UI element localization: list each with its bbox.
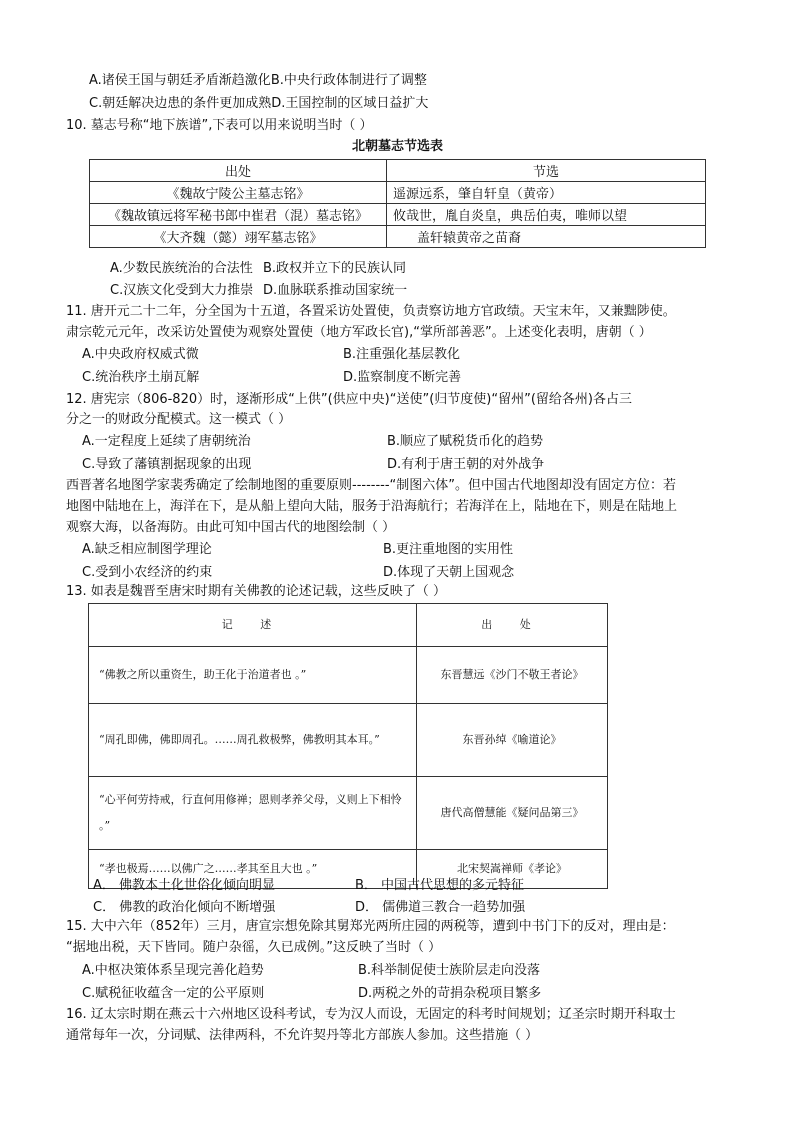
q13-row-3-source: 唐代高僧慧能《疑问品第三》 bbox=[417, 777, 608, 850]
q13-row-1-source: 东晋慧远《沙门不敬王者论》 bbox=[417, 647, 608, 704]
q10-row-1-excerpt: 遥源远系，肇自轩皇（黄帝） bbox=[387, 182, 706, 204]
map-option-c: C.受到小农经济的约束 bbox=[82, 565, 213, 580]
q13-option-c: C． 佛教的政治化倾向不断增强 bbox=[93, 900, 276, 915]
q10-header-excerpt: 节选 bbox=[387, 160, 706, 182]
q13-row-1-record: “佛教之所以重资生，助王化于治道者也 。” bbox=[89, 647, 417, 704]
q16-stem-line-1: 16. 辽太宗时期在燕云十六州地区设科考试，专为汉人而设，无固定的科考时间规划；辽圣宗时期开科取士 bbox=[66, 1007, 676, 1022]
q13-row-2-source: 东晋孙绰《喻道论》 bbox=[417, 704, 608, 777]
q11-option-c: C.统治秩序土崩瓦解 bbox=[82, 370, 200, 385]
table-row bbox=[90, 204, 706, 226]
q10-row-2-excerpt: 攸哉世，胤自炎皇，典岳伯夷，唯师以望 bbox=[387, 204, 706, 226]
q12-stem-line-2: 分之一的财政分配模式。这一模式（ ） bbox=[66, 412, 292, 427]
q10-table bbox=[89, 159, 706, 248]
q9-option-c: C.朝廷解决边患的条件更加成熟 bbox=[89, 96, 272, 111]
map-option-d: D.体现了天朝上国观念 bbox=[383, 565, 515, 580]
q13-row-4-source: 北宋契嵩禅师《孝论》 bbox=[417, 850, 608, 889]
q15-option-b: B.科举制促使士族阶层走向没落 bbox=[358, 963, 541, 978]
q15-stem-line-1: 15. 大中六年（852年）三月，唐宣宗想免除其舅郑光两所庄园的两税等，遭到中书门下的反对，理由是： bbox=[66, 919, 675, 934]
q13-option-a: A． 佛教本土化世俗化倾向明显 bbox=[93, 878, 276, 893]
table-row bbox=[90, 226, 706, 248]
q10-row-3-excerpt: 盖轩辕黄帝之苗裔 bbox=[387, 226, 706, 248]
table-row bbox=[89, 777, 608, 850]
q16-stem-line-2: 通常每年一次，分词赋、法律两科，不允许契丹等北方部族人参加。这些措施（ ） bbox=[66, 1028, 539, 1043]
q10-row-2-source: 《魏故镇远将军秘书郎中崔君（混）墓志铭》 bbox=[90, 204, 387, 226]
q11-option-b: B.注重强化基层教化 bbox=[343, 347, 461, 362]
q13-row-4-record: “孝也极焉……以佛广之……孝其至且大也 。” bbox=[89, 850, 417, 889]
q10-option-a: A.少数民族统治的合法性 bbox=[110, 261, 253, 276]
q13-option-d: D． 儒佛道三教合一趋势加强 bbox=[355, 900, 526, 915]
q13-stem: 13. 如表是魏晋至唐宋时期有关佛教的论述记载，这些反映了（ ） bbox=[66, 584, 446, 599]
q10-row-3-source: 《大齐魏（懿）翊军墓志铭》 bbox=[90, 226, 387, 248]
q15-option-d: D.两税之外的苛捐杂税项目繁多 bbox=[358, 986, 542, 1001]
map-option-a: A.缺乏相应制图学理论 bbox=[82, 542, 212, 557]
q10-table-header-row bbox=[90, 160, 706, 182]
q13-option-b: B． 中国古代思想的多元特征 bbox=[355, 878, 525, 893]
q9-option-line-1 bbox=[89, 71, 427, 91]
q9-option-d: D.王国控制的区域日益扩大 bbox=[271, 96, 429, 111]
q10-option-b: B.政权并立下的民族认同 bbox=[263, 261, 407, 276]
q12-option-d: D.有利于唐王朝的对外战争 bbox=[387, 457, 545, 472]
table-row bbox=[90, 182, 706, 204]
q13-header-record: 记 述 bbox=[89, 604, 417, 647]
q13-table bbox=[88, 603, 608, 889]
map-stem-line-1: 西晋著名地图学家裴秀确定了绘制地图的重要原则--------“制图六体”。但中国古代地图却没有固定方位：若 bbox=[66, 478, 676, 493]
q10-row-1-source: 《魏故宁陵公主墓志铭》 bbox=[90, 182, 387, 204]
table-row bbox=[89, 647, 608, 704]
q13-table-header-row bbox=[89, 604, 608, 647]
table-row bbox=[89, 704, 608, 777]
map-stem-line-3: 观察大海，以备海防。由此可知中国古代的地图绘制（ ） bbox=[66, 520, 396, 535]
q12-option-c: C.导致了藩镇割据现象的出现 bbox=[82, 457, 252, 472]
q10-header-source: 出处 bbox=[90, 160, 387, 182]
q12-option-b: B.顺应了赋税货币化的趋势 bbox=[387, 434, 544, 449]
q15-option-a: A.中枢决策体系呈现完善化趋势 bbox=[82, 963, 264, 978]
q13-row-3-record: “心平何劳持戒，行直何用修禅；恩则孝养父母，义则上下相怜 。” bbox=[89, 777, 417, 850]
q13-header-source: 出 处 bbox=[417, 604, 608, 647]
q10-table-title: 北朝墓志节选表 bbox=[351, 139, 443, 154]
q11-stem-line-2: 肃宗乾元元年，改采访处置使为观察处置使（地方军政长官),“掌所部善恶”。上述变化表明，唐朝（ ） bbox=[66, 325, 652, 340]
q11-option-a: A.中央政府权威式微 bbox=[82, 347, 199, 362]
map-option-b: B.更注重地图的实用性 bbox=[383, 542, 514, 557]
q15-option-c: C.赋税征收蕴含一定的公平原则 bbox=[82, 986, 265, 1001]
q10-option-d: D.血脉联系推动国家统一 bbox=[263, 283, 408, 298]
q11-option-d: D.监察制度不断完善 bbox=[343, 370, 462, 385]
q9-option-a: A.诸侯王国与朝廷矛盾渐趋激化 bbox=[89, 73, 271, 88]
q9-option-b: B.中央行政体制进行了调整 bbox=[270, 73, 427, 88]
q12-option-a: A.一定程度上延续了唐朝统治 bbox=[82, 434, 251, 449]
q15-stem-line-2: “据地出税，天下皆同。随户杂徭，久已成例。”这反映了当时（ ） bbox=[66, 940, 442, 955]
q13-row-2-record: “周孔即佛，佛即周孔。……周孔救极弊，佛教明其本耳。” bbox=[89, 704, 417, 777]
map-stem-line-2: 地图中陆地在上，海洋在下，是从船上望向大陆，服务于沿海航行；若海洋在上，陆地在下，则是在陆地上 bbox=[66, 499, 678, 514]
q12-stem-line-1: 12. 唐宪宗（806-820）时，逐渐形成“上供”(供应中央)“送使”(归节度使)“留州”(留给各州)各占三 bbox=[66, 392, 632, 407]
q11-stem-line-1: 11. 唐开元二十二年，分全国为十五道，各置采访处置使，负责察访地方官政绩。天宝末年，又兼黜陟使。 bbox=[66, 304, 676, 319]
q9-option-line-2 bbox=[89, 94, 428, 114]
q10-option-c: C.汉族文化受到大力推崇 bbox=[110, 283, 254, 298]
q10-stem: 10. 墓志号称“地下族谱”,下表可以用来说明当时（ ） bbox=[66, 118, 373, 133]
